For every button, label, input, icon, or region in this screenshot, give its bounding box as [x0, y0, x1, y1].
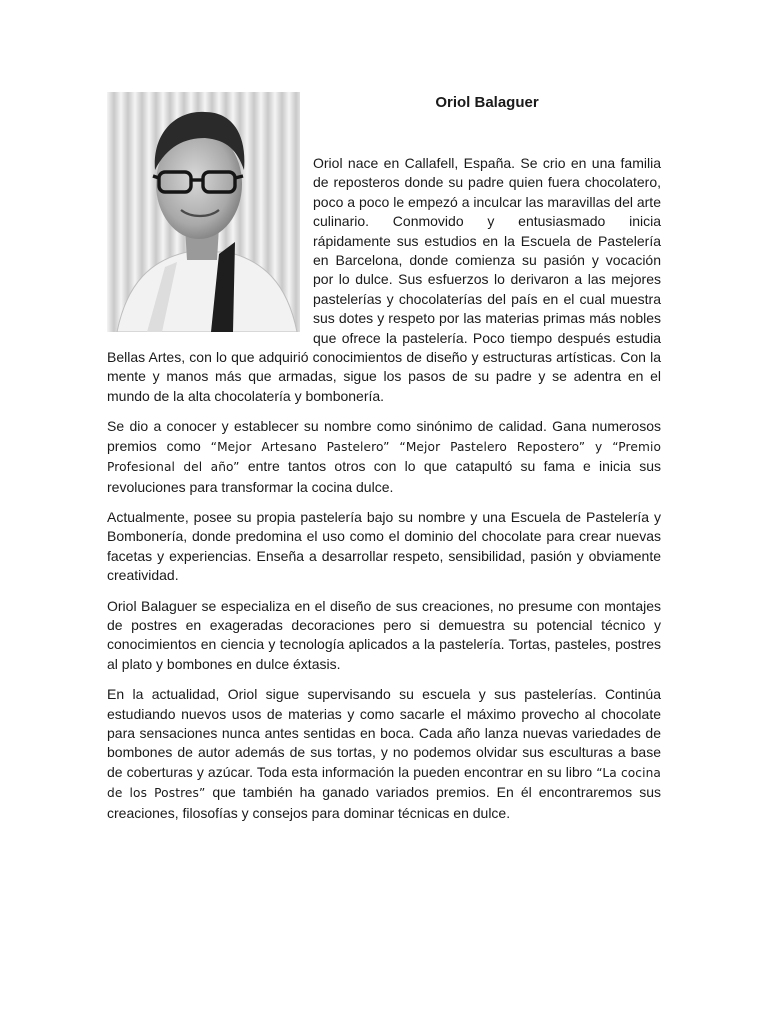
paragraph-2-text-a: Se dio a conocer y establecer su nombre como sinónimo de calidad. Gana numerosos premios como	[107, 418, 661, 454]
paragraph-2	[107, 417, 661, 497]
paragraph-5-text-b: que también ha ganado variados premios. En él encontraremos sus creaciones, filosofías y consejos para dominar técnicas en dulce.	[107, 784, 661, 821]
paragraph-2-text-b: entre tantos otros con lo que catapultó su fama e inicia sus revoluciones para transformar la cocina dulce.	[107, 458, 661, 495]
book-title-quote: “La cocina de los Postres”	[107, 765, 661, 801]
document-title: Oriol Balaguer	[435, 94, 539, 111]
paragraph-5	[107, 685, 661, 823]
portrait-photo	[107, 92, 300, 332]
paragraph-1: Oriol nace en Callafell, España. Se crio en una familia de reposteros donde su padre quien fuera chocolatero, poco a poco le empezó a inculcar las maravillas del arte culinario. Conmovido y entusiasmado inicia rápidamente sus estudios en la Escuela de Pastelería en Barcelona, donde comienza su pasión y vocación por lo dulce. Sus esfuerzos lo derivaron a las mejores pastelerías y chocolaterías del país en el cual muestra sus dotes y respeto por las materias primas más nobles que ofrece la pastelería. Poco tiempo después estudia Bellas Artes, con lo que adquirió conocimientos de diseño y estructuras artísticas. Con la mente y manos más que armadas, sigue los pasos de su padre y se adentra en el mundo de la alta chocolatería y bombonería.	[107, 155, 661, 404]
paragraph-5-text-a: En la actualidad, Oriol sigue supervisando su escuela y sus pastelerías. Continúa estudiando nuevos usos de materias y como sacarle el máximo provecho al chocolate para sensaciones nunca antes sentidas en boca. Cada año lanza nuevas variedades de bombones de autor además de sus tortas, y no podemos olvidar sus esculturas a base de coberturas y azúcar. Toda esta información la pueden encontrar en su libro	[107, 686, 661, 780]
paragraph-4: Oriol Balaguer se especializa en el diseño de sus creaciones, no presume con montajes de postres en exageradas decoraciones pero si demuestra su potencial técnico y conocimientos en ciencia y tecnología aplicados a la pastelería. Tortas, pasteles, postres al plato y bombones en dulce éxtasis.	[107, 597, 661, 672]
paragraph-3: Actualmente, posee su propia pastelería bajo su nombre y una Escuela de Pastelería y Bombonería, donde predomina el uso como el dominio del chocolate para crear nuevas facetas y experiencias. Enseña a desarrollar respeto, sensibilidad, pasión y obviamente creatividad.	[107, 508, 661, 584]
document-page	[107, 88, 661, 834]
awards-quote: “Mejor Artesano Pastelero” “Mejor Pastelero Repostero” y “Premio Profesional del año”	[107, 439, 661, 475]
